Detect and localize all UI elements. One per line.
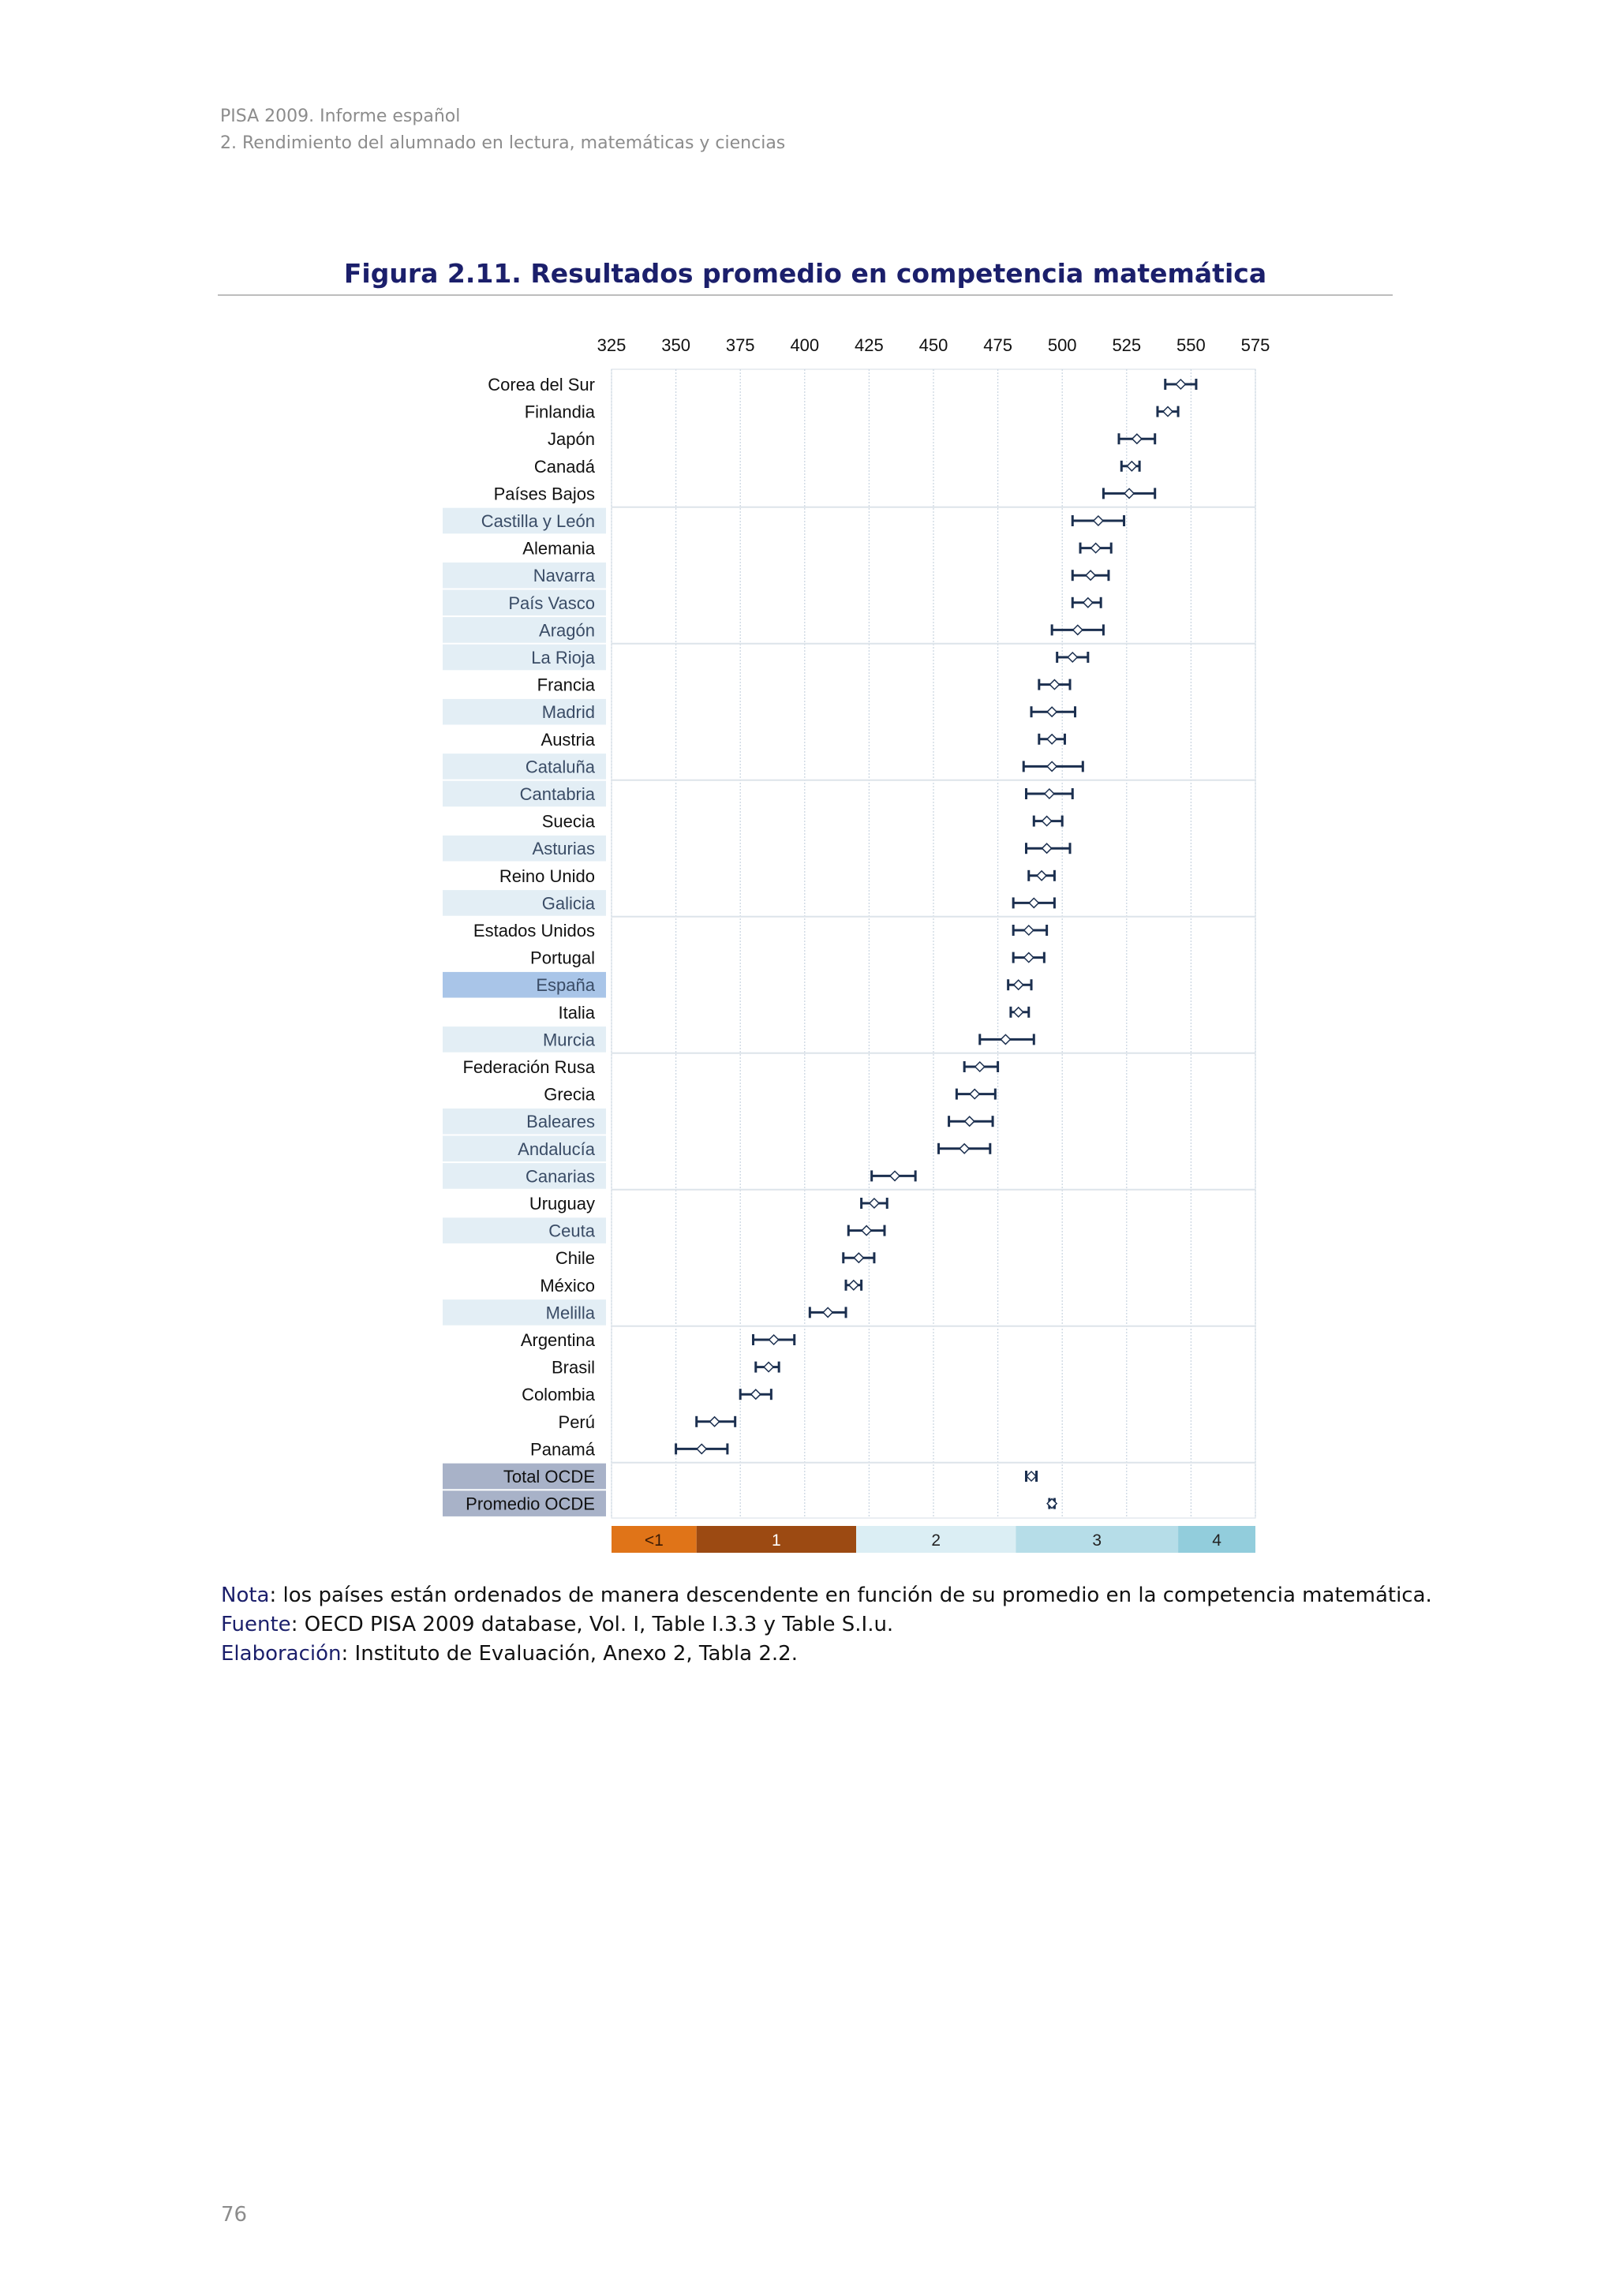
- proficiency-level-label: 2: [931, 1531, 941, 1550]
- x-tick-label: 400: [790, 335, 820, 355]
- x-tick-label: 375: [725, 335, 755, 355]
- category-label: Baleares: [526, 1112, 595, 1132]
- category-label: Aragón: [539, 620, 595, 641]
- category-label: Austria: [541, 729, 595, 750]
- x-tick-label: 350: [661, 335, 690, 355]
- source-text: : OECD PISA 2009 database, Vol. I, Table I.3.3 y Table S.I.u.: [290, 1613, 894, 1636]
- category-label: Reino Unido: [499, 866, 595, 886]
- category-label: México: [540, 1275, 595, 1296]
- running-header-title: PISA 2009. Informe español: [220, 107, 461, 126]
- x-tick-label: 325: [597, 335, 627, 355]
- elaboration-text: : Instituto de Evaluación, Anexo 2, Tabla 2.2.: [341, 1642, 798, 1666]
- page-number: 76: [221, 2203, 248, 2227]
- category-label: Suecia: [541, 811, 595, 832]
- category-label: Japón: [548, 429, 595, 450]
- category-label: Países Bajos: [493, 484, 595, 504]
- category-label: La Rioja: [531, 648, 595, 667]
- x-tick-label: 575: [1240, 335, 1270, 355]
- category-label: Murcia: [542, 1030, 595, 1050]
- proficiency-level-label: 4: [1212, 1531, 1221, 1550]
- category-label: Portugal: [530, 948, 595, 968]
- category-label: Melilla: [545, 1303, 595, 1323]
- category-label: Alemania: [522, 538, 595, 559]
- elaboration-label: Elaboración: [221, 1642, 342, 1666]
- figure-title: Figura 2.11. Resultados promedio en competencia matemática: [343, 258, 1267, 289]
- category-label: Perú: [558, 1412, 595, 1432]
- category-label: Colombia: [522, 1385, 595, 1405]
- proficiency-level-label: 1: [772, 1531, 781, 1550]
- category-label: Finlandia: [524, 402, 595, 422]
- elaboration-line: [221, 1642, 798, 1666]
- category-label: Estados Unidos: [473, 921, 595, 940]
- category-label: Canadá: [533, 456, 595, 477]
- category-label: Madrid: [541, 702, 595, 723]
- proficiency-level-label: <1: [644, 1531, 664, 1550]
- category-label: Castilla y León: [481, 511, 595, 531]
- category-label: Cantabria: [519, 784, 595, 804]
- category-label: Navarra: [533, 566, 595, 586]
- category-label: País Vasco: [508, 593, 595, 613]
- category-label: Uruguay: [529, 1194, 595, 1213]
- category-label: Chile: [555, 1248, 595, 1269]
- category-label: Argentina: [520, 1330, 595, 1350]
- category-label: Italia: [558, 1002, 595, 1023]
- category-label: Francia: [537, 675, 595, 695]
- category-label: Federación Rusa: [462, 1057, 595, 1077]
- note-text: : los países están ordenados de manera descendente en función de su promedio en la competencia matemática.: [269, 1584, 1432, 1607]
- category-label: Brasil: [551, 1357, 595, 1378]
- source-line: [221, 1613, 893, 1636]
- x-tick-label: 525: [1112, 335, 1142, 355]
- confidence-interval-marker: [1047, 1498, 1057, 1509]
- category-label: Cataluña: [525, 757, 595, 777]
- category-label: Total OCDE: [503, 1467, 595, 1486]
- category-label: Canarias: [525, 1166, 595, 1187]
- x-tick-label: 425: [855, 335, 884, 355]
- x-tick-label: 450: [918, 335, 948, 355]
- note-label: Nota: [221, 1584, 270, 1607]
- x-tick-label: 500: [1047, 335, 1077, 355]
- category-label: Corea del Sur: [488, 375, 595, 395]
- running-header-chapter: 2. Rendimiento del alumnado en lectura, matemáticas y ciencias: [220, 133, 786, 153]
- category-label: Grecia: [544, 1084, 595, 1105]
- category-label: España: [536, 975, 595, 996]
- category-label: Ceuta: [548, 1221, 595, 1241]
- category-label: Promedio OCDE: [466, 1494, 595, 1514]
- category-label: Panamá: [530, 1439, 595, 1460]
- category-label: Galicia: [541, 893, 595, 914]
- note-line: [221, 1584, 1432, 1607]
- category-label: Asturias: [532, 839, 595, 859]
- proficiency-level-label: 3: [1092, 1531, 1102, 1550]
- category-label: Andalucía: [518, 1139, 595, 1159]
- x-tick-label: 550: [1176, 335, 1206, 355]
- x-tick-label: 475: [983, 335, 1012, 355]
- source-label: Fuente: [221, 1613, 291, 1636]
